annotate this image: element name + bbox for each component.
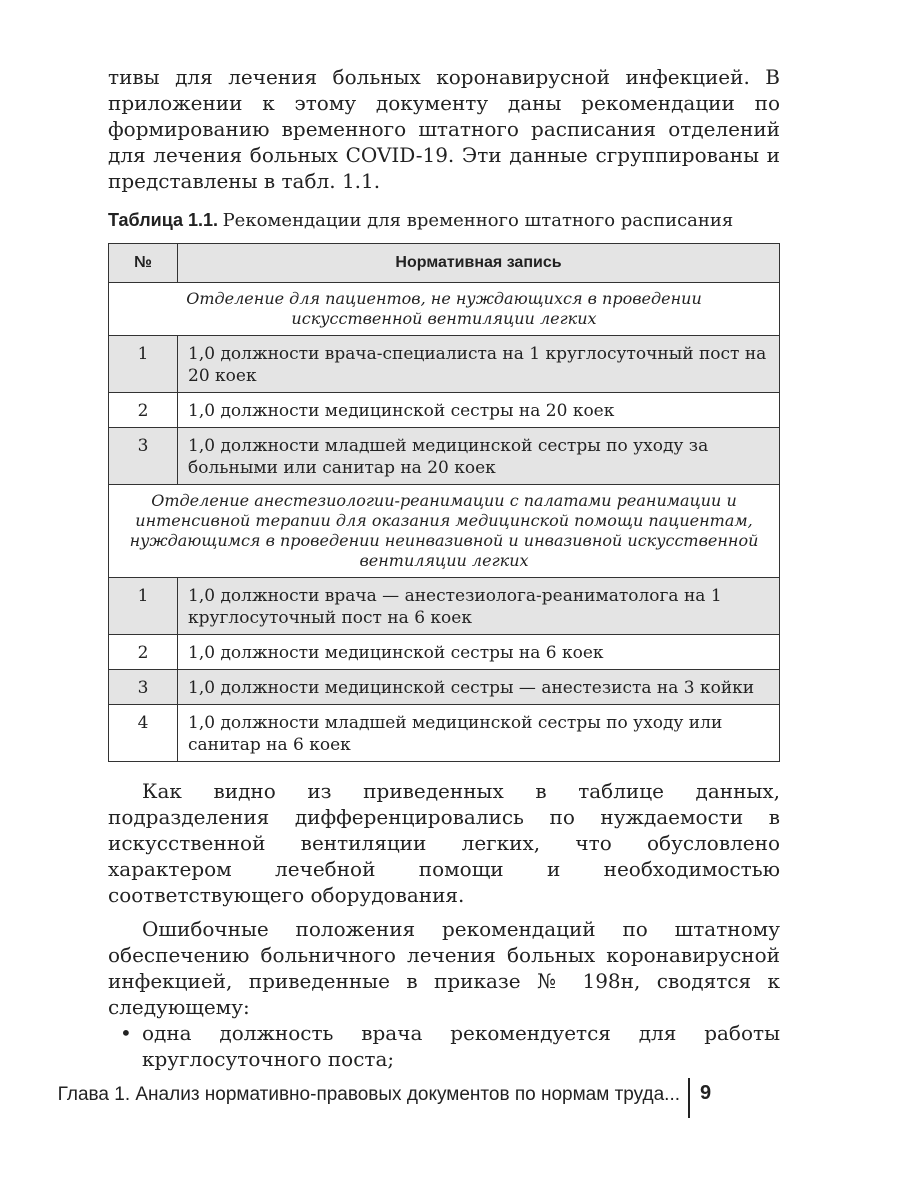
- row-num: 1: [109, 336, 178, 393]
- page-content: [108, 64, 780, 1072]
- header-record: Нормативная запись: [178, 244, 780, 283]
- table-row: [109, 393, 780, 428]
- row-num: 1: [109, 578, 178, 635]
- paragraph-3: Ошибочные положения рекомендаций по штатному обеспечению больничного лечения больных коронавирусной инфекцией, приведенные в приказе № 198н, сводятся к следующему:: [108, 917, 780, 1019]
- section-row: [109, 283, 780, 336]
- list-item-text: одна должность врача рекомендуется для работы круглосуточного поста;: [142, 1021, 780, 1071]
- row-text: 1,0 должности медицинской сестры — анестезиста на 3 койки: [178, 670, 780, 705]
- row-num: 2: [109, 393, 178, 428]
- recommendations-table: [108, 243, 780, 762]
- table-row: [109, 705, 780, 762]
- row-text: 1,0 должности младшей медицинской сестры по уходу или санитар на 6 коек: [178, 705, 780, 762]
- table-header-row: [109, 244, 780, 283]
- list-item: [108, 1020, 780, 1072]
- bullet-marker: •: [120, 1021, 132, 1045]
- page-number: 9: [700, 1082, 712, 1104]
- row-text: 1,0 должности младшей медицинской сестры по уходу за больными или санитар на 20 коек: [178, 428, 780, 485]
- page-footer: [57, 1078, 800, 1118]
- header-num: №: [109, 244, 178, 283]
- section1-title: Отделение для пациентов, не нуждающихся в проведении искусственной вентиляции легких: [109, 283, 780, 336]
- table-row: [109, 336, 780, 393]
- row-text: 1,0 должности медицинской сестры на 20 коек: [178, 393, 780, 428]
- table-caption-label: Таблица 1.1.: [108, 210, 219, 230]
- table-caption-text: Рекомендации для временного штатного расписания: [222, 210, 734, 231]
- bullet-list: [108, 1020, 780, 1072]
- row-text: 1,0 должности врача-специалиста на 1 круглосуточный пост на 20 коек: [178, 336, 780, 393]
- intro-paragraph: тивы для лечения больных коронавирусной инфекцией. В приложении к этому документу даны рекомендации по формированию временного штатного расписания отделений для лечения больных COVID-19. Эти данные сгруппированы и представлены в табл. 1.1.: [108, 65, 780, 193]
- table-row: [109, 578, 780, 635]
- row-num: 3: [109, 428, 178, 485]
- footer-divider: [688, 1078, 690, 1118]
- row-num: 4: [109, 705, 178, 762]
- row-text: 1,0 должности врача — анестезиолога-реаниматолога на 1 круглосуточный пост на 6 коек: [178, 578, 780, 635]
- running-footer-chapter: Глава 1. Анализ нормативно-правовых документов по нормам труда...: [57, 1084, 680, 1105]
- section2-title: Отделение анестезиологии-реанимации с палатами реанимации и интенсивной терапии для оказания медицинской помощи пациентам, нуждающимся в проведении неинвазивной и инвазивной искусственной вентиляции легких: [109, 485, 780, 578]
- row-text: 1,0 должности медицинской сестры на 6 коек: [178, 635, 780, 670]
- row-num: 3: [109, 670, 178, 705]
- table-row: [109, 428, 780, 485]
- row-num: 2: [109, 635, 178, 670]
- table-row: [109, 670, 780, 705]
- table-caption: [108, 208, 780, 233]
- paragraph-2: Как видно из приведенных в таблице данных, подразделения дифференцировались по нуждаемости в искусственной вентиляции легких, что обусловлено характером лечебной помощи и необходимостью соответствующего оборудования.: [108, 779, 780, 907]
- section-row: [109, 485, 780, 578]
- table-row: [109, 635, 780, 670]
